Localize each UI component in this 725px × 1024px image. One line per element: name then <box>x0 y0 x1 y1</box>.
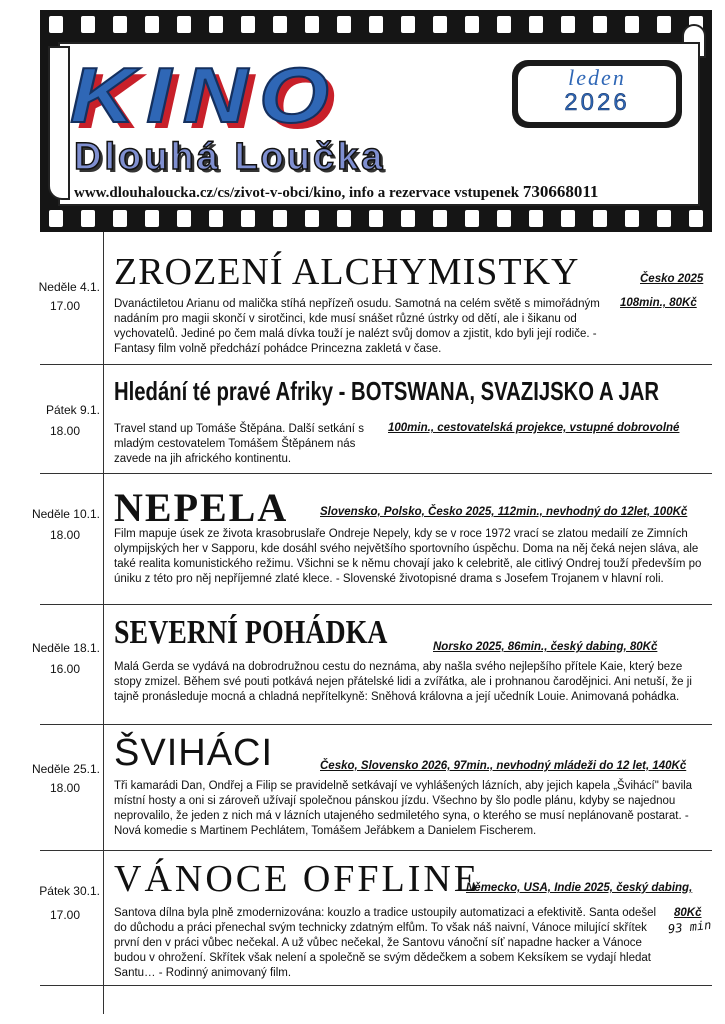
place-name: Dlouhá Loučka <box>74 136 386 178</box>
film-title: SEVERNÍ POHÁDKA <box>114 614 388 651</box>
film-meta: 100min., cestovatelská projekce, vstupné dobrovolné <box>388 422 680 434</box>
kino-logo: KINO <box>70 51 341 139</box>
film-title: ZROZENÍ ALCHYMISTKY <box>114 251 580 293</box>
film-date: Pátek 30.1. <box>39 884 100 898</box>
film-date: Neděle 18.1. <box>31 641 100 655</box>
film-title: ŠVIHÁCI <box>114 732 274 774</box>
divider <box>40 604 712 605</box>
contact-info <box>74 182 598 202</box>
phone-number: 730668011 <box>522 182 599 201</box>
film-date: Neděle 10.1. <box>31 507 100 521</box>
film-strip-bottom <box>40 204 712 232</box>
film-time: 17.00 <box>49 908 81 922</box>
divider <box>40 985 712 986</box>
film-meta: Německo, USA, Indie 2025, český dabing, <box>466 882 693 894</box>
film-date: Neděle 25.1. <box>31 762 100 776</box>
column-divider <box>103 232 104 1014</box>
film-time: 18.00 <box>49 424 81 438</box>
film-description: Tři kamarádi Dan, Ondřej a Filip se pravidelně setkávají ve vyhlášených lázních, aby jejich kapela „Švihácí" bavila místní hosty a oni si zároveň užívají společnou pánskou jízdu. Všechno by šlo podle plánu, kdyby se najednou neprovalilo, že jeden z nich má v lázních utajeného sedmiletého syna, o kterého se musí neplánovaně postarat. - Nová komedie s Martinem Pechlátem, Tomášem Jeřábkem a Danielem Fischerem. <box>114 780 693 837</box>
header-banner <box>40 10 712 232</box>
film-time: 16.00 <box>49 662 81 676</box>
divider <box>40 364 712 365</box>
film-description: Santova dílna byla plně zmodernizována: kouzlo a tradice ustoupily automatizaci a efektivitě. Santa odešel do důchodu a práci přenechal svým technicky zdatným elfům. To však náš naivní, Vánoce milující skřítek první den v práci vůbec nečekal. A už vůbec nečekal, že Santovu vánoční síť napadne hacker a Vánoce budou v ohrožení. Skřítek však nelení a společně se svým dědečkem a sobem Keksíkem se vydají hledat Santu… - Rodinný animovaný film. <box>114 907 657 979</box>
film-strip-top <box>40 10 712 38</box>
divider <box>40 724 712 725</box>
film-meta: Česko, Slovensko 2026, 97min., nevhodný mládeži do 12 let, 140Kč <box>320 760 687 772</box>
handwritten-duration: 93 min <box>667 917 712 937</box>
film-time: 18.00 <box>49 781 81 795</box>
header-panel <box>58 42 700 206</box>
divider <box>40 473 712 474</box>
film-description: Dvanáctiletou Arianu od malička stíhá nepřízeň osudu. Samotná na celém světě s mimořádným nadáním pro magii skončí v sirotčinci, kde musí snášet různé ústrky od dětí, ale i šikanu od vychovatelů. Jediné po čem malá dívka touží je nalézt svůj domov a zjistit, kdo byli její rodiče. - Fantasy film volně předchází pohádce Princezna zakletá v čase. <box>114 298 600 355</box>
film-meta: Norsko 2025, 86min., český dabing, 80Kč <box>433 641 658 653</box>
scroll-roll-icon <box>48 46 70 200</box>
film-description: Film mapuje úsek ze života krasobruslaře Ondreje Nepely, kdy se v roce 1972 vrací se zlatou medailí ze Zimních olympijských her v Sapporu, kde dosáhl svého největšího sportovního úspěchu. Doma na něj čeká nejen sláva, ale také realita komunistického režimu. Všichni se k němu chovají jako k celebritě, ale citlivý Ondrej touží především po úniku z této pro něj nepříjemné zlaté klece. - Slovenské životopisné drama s Josefem Trojanem v hlavní roli. <box>114 528 702 585</box>
divider <box>40 850 712 851</box>
film-date: Neděle 4.1. <box>38 280 100 294</box>
month-label: leden <box>568 65 626 90</box>
film-title: Hledání té pravé Afriky - BOTSWANA, SVAZIJSKO A JAR <box>114 376 660 406</box>
month-badge <box>512 60 682 128</box>
film-meta: Česko 2025 <box>640 273 704 285</box>
film-title: NEPELA <box>114 485 289 530</box>
film-meta-2: 108min., 80Kč <box>620 297 697 309</box>
year-label: 2026 <box>564 89 630 116</box>
film-description: Malá Gerda se vydává na dobrodružnou cestu do neznáma, aby našla svého nejlepšího přítele Kaie, který beze stopy zmizel. Během své pouti potkává nejen přátelské lidi a zvířátka, ale i prohnanou čarodějnici. Ani netuší, že ji tajně pronásleduje mocná a chladná nepřítelkyně: Sněhová královna a její učedník Louie. Animovaná pohádka. <box>114 661 692 703</box>
film-time: 18.00 <box>49 528 81 542</box>
film-meta: Slovensko, Polsko, Česko 2025, 112min., nevhodný do 12let, 100Kč <box>320 506 688 518</box>
film-meta-2: 80Kč <box>674 907 702 919</box>
website-text: www.dlouhaloucka.cz/cs/zivot-v-obci/kino, info a rezervace vstupenek <box>74 185 523 201</box>
film-time: 17.00 <box>49 299 81 313</box>
film-date: Pátek 9.1. <box>45 403 100 417</box>
film-description: Travel stand up Tomáše Štěpána. Další setkání s mladým cestovatelem Tomášem Štěpánem nás zavede na jih afrického kontinentu. <box>114 423 364 465</box>
film-title: VÁNOCE OFFLINE <box>114 858 481 900</box>
